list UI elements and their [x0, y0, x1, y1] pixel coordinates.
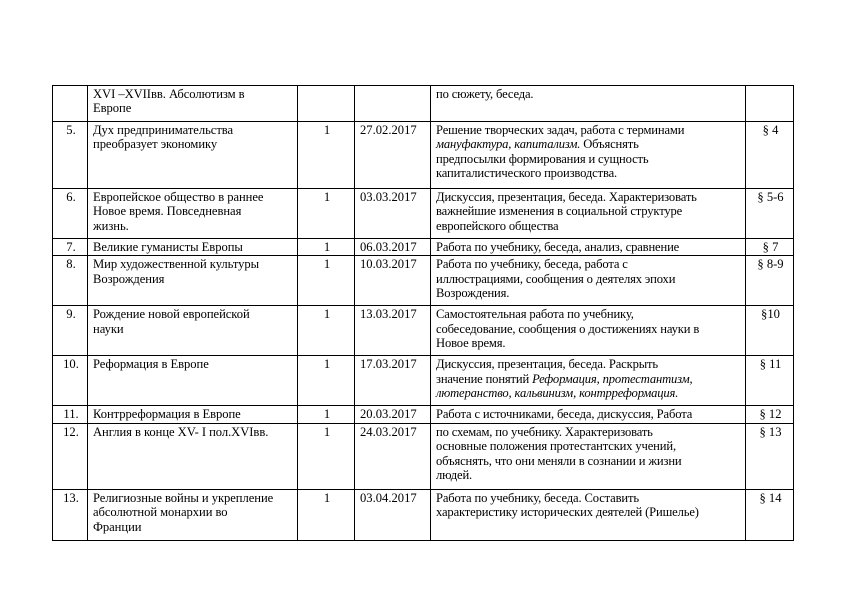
lesson-topic: Дух предпринимательства преобразует экономику — [88, 122, 298, 189]
lesson-hours: 1 — [298, 356, 355, 406]
table-row — [53, 489, 794, 540]
lesson-homework: §10 — [746, 306, 794, 356]
lesson-date: 27.02.2017 — [355, 122, 431, 189]
lesson-homework: § 13 — [746, 423, 794, 489]
lesson-activities: Самостоятельная работа по учебнику, собеседование, сообщения о достижениях науки в Новое время. — [431, 306, 746, 356]
lesson-hours: 1 — [298, 239, 355, 256]
lesson-number — [53, 86, 88, 122]
lesson-date: 13.03.2017 — [355, 306, 431, 356]
lesson-date — [355, 86, 431, 122]
lesson-topic: XVI –XVIIвв. Абсолютизм в Европе — [88, 86, 298, 122]
table-row — [53, 256, 794, 306]
table-row — [53, 189, 794, 239]
lesson-hours — [298, 86, 355, 122]
table-row — [53, 122, 794, 189]
lesson-activities: Дискуссия, презентация, беседа. Характеризовать важнейшие изменения в социальной структуре европейского общества — [431, 189, 746, 239]
lesson-date: 10.03.2017 — [355, 256, 431, 306]
lesson-activities: Работа с источниками, беседа, дискуссия, Работа — [431, 406, 746, 423]
lesson-topic: Реформация в Европе — [88, 356, 298, 406]
lesson-hours: 1 — [298, 256, 355, 306]
lesson-number: 6. — [53, 189, 88, 239]
lesson-plan-table — [52, 85, 794, 541]
lesson-date: 20.03.2017 — [355, 406, 431, 423]
lesson-number: 8. — [53, 256, 88, 306]
lesson-date: 24.03.2017 — [355, 423, 431, 489]
lesson-topic: Европейское общество в раннее Новое время. Повседневная жизнь. — [88, 189, 298, 239]
table-row — [53, 239, 794, 256]
lesson-number: 7. — [53, 239, 88, 256]
lesson-homework — [746, 86, 794, 122]
lesson-topic: Англия в конце XV- I пол.XVIвв. — [88, 423, 298, 489]
lesson-date: 03.03.2017 — [355, 189, 431, 239]
lesson-activities: Дискуссия, презентация, беседа. Раскрыть значение понятий Реформация, протестантизм, лютеранство, кальвинизм, контрреформация. — [431, 356, 746, 406]
lesson-date: 03.04.2017 — [355, 489, 431, 540]
lesson-homework: § 4 — [746, 122, 794, 189]
lesson-activities: по сюжету, беседа. — [431, 86, 746, 122]
table-row — [53, 356, 794, 406]
lesson-homework: § 11 — [746, 356, 794, 406]
lesson-hours: 1 — [298, 189, 355, 239]
lesson-homework: § 7 — [746, 239, 794, 256]
lesson-hours: 1 — [298, 406, 355, 423]
lesson-activities: Работа по учебнику, беседа, анализ, сравнение — [431, 239, 746, 256]
lesson-date: 17.03.2017 — [355, 356, 431, 406]
lesson-topic: Мир художественной культуры Возрождения — [88, 256, 298, 306]
lesson-homework: § 12 — [746, 406, 794, 423]
lesson-hours: 1 — [298, 423, 355, 489]
lesson-activities: Работа по учебнику, беседа. Составить характеристику исторических деятелей (Ришелье) — [431, 489, 746, 540]
lesson-number: 12. — [53, 423, 88, 489]
lesson-number: 13. — [53, 489, 88, 540]
table-row — [53, 406, 794, 423]
lesson-topic: Контрреформация в Европе — [88, 406, 298, 423]
lesson-hours: 1 — [298, 489, 355, 540]
table-row — [53, 306, 794, 356]
lesson-hours: 1 — [298, 306, 355, 356]
table-row — [53, 86, 794, 122]
lesson-number: 10. — [53, 356, 88, 406]
lesson-homework: § 8-9 — [746, 256, 794, 306]
table-row — [53, 423, 794, 489]
lesson-topic: Великие гуманисты Европы — [88, 239, 298, 256]
lesson-activities: Решение творческих задач, работа с терминами мануфактура, капитализм. Объяснять предпосылки формирования и сущность капиталистического производства. — [431, 122, 746, 189]
lesson-homework: § 14 — [746, 489, 794, 540]
lesson-hours: 1 — [298, 122, 355, 189]
lesson-activities: по схемам, по учебнику. Характеризовать основные положения протестантских учений, объяснять, что они меняли в сознании и жизни людей. — [431, 423, 746, 489]
lesson-date: 06.03.2017 — [355, 239, 431, 256]
lesson-number: 11. — [53, 406, 88, 423]
lesson-homework: § 5-6 — [746, 189, 794, 239]
lesson-topic: Религиозные войны и укрепление абсолютной монархии во Франции — [88, 489, 298, 540]
lesson-topic: Рождение новой европейской науки — [88, 306, 298, 356]
lesson-activities: Работа по учебнику, беседа, работа с иллюстрациями, сообщения о деятелях эпохи Возрождения. — [431, 256, 746, 306]
lesson-number: 9. — [53, 306, 88, 356]
lesson-number: 5. — [53, 122, 88, 189]
